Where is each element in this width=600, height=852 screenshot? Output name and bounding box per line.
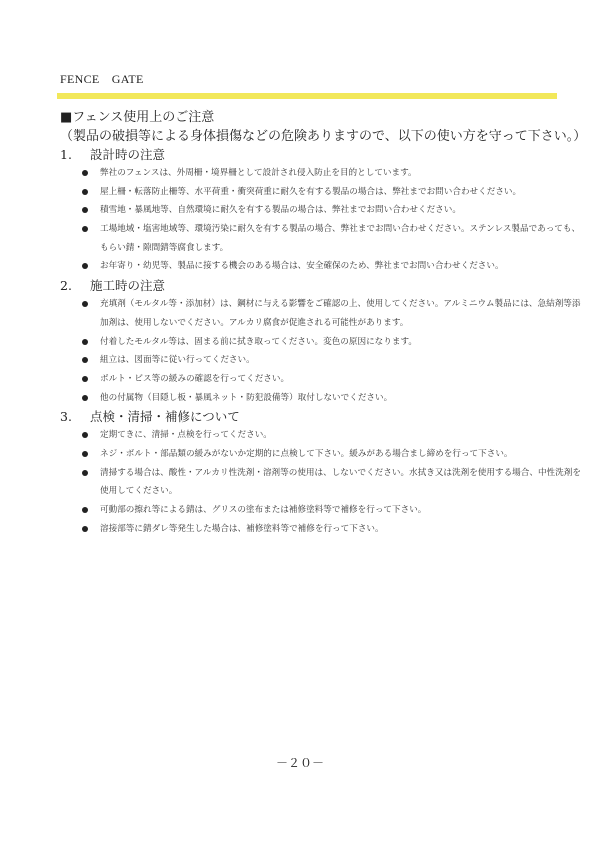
bullet-icon xyxy=(82,376,88,382)
list-item xyxy=(60,295,581,332)
document-title: FENCE GATE xyxy=(60,72,144,86)
list-item-text: 付着したモルタル等は、固まる前に拭き取ってください。変色の原因になります。 xyxy=(100,336,417,347)
bullet-icon xyxy=(82,432,88,438)
list-item-text: ボルト・ビス等の緩みの確認を行ってください。 xyxy=(100,373,290,384)
section-heading: ■フェンス使用上のご注意 xyxy=(60,110,215,125)
bullet-icon xyxy=(82,507,88,513)
list-item-text: 他の付属物（目隠し板・暴風ネット・防犯設備等）取付しないでください。 xyxy=(100,392,393,403)
warning-subheading: （製品の破損等による身体損傷などの危険ありますので、以下の使い方を守って下さい。） xyxy=(60,129,587,144)
list-item-text: 弊社のフェンスは、外周柵・境界柵として設計され侵入防止を目的としています。 xyxy=(100,168,417,178)
section-title-text: 設計時の注意 xyxy=(90,147,166,162)
list-item-text: 屋上柵・転落防止柵等、水平荷重・衝突荷重に耐久を有する製品の場合は、弊社までお問い合わせください。 xyxy=(100,186,522,197)
list-item xyxy=(60,520,560,539)
list-item-text: ネジ・ボルト・部品類の緩みがないか定期的に点検して下さい。緩みがある場合まし締めを行って下さい。 xyxy=(100,448,513,459)
list-item-text: 使用してください。 xyxy=(100,486,178,497)
list-item-text: もらい錆・隙間錆等腐食します。 xyxy=(100,242,229,253)
list-item-text: 清掃する場合は、酸性・アルカリ性洗剤・溶剤等の使用は、しないでください。水拭き又は洗剤を使用する場合、中性洗剤を xyxy=(100,467,581,478)
section-title xyxy=(60,407,560,426)
list-item xyxy=(60,445,560,464)
list-item-text: お年寄り・幼児等、製品に接する機会のある場合は、安全確保のため、弊社までお問い合わせください。 xyxy=(100,261,504,272)
bullet-icon xyxy=(82,189,88,195)
list-item xyxy=(60,220,581,257)
bullet-icon xyxy=(82,301,88,307)
bullet-icon xyxy=(82,339,88,345)
section-title xyxy=(60,145,560,164)
list-item xyxy=(60,464,581,501)
list-item-text: 可動部の擦れ等による錆は、グリスの塗布または補修塗料等で補修を行って下さい。 xyxy=(100,505,427,515)
list-item xyxy=(60,164,560,183)
list-item xyxy=(60,183,560,202)
list-item xyxy=(60,501,560,520)
list-item xyxy=(60,389,560,408)
list-item-text: 加剤は、使用しないでください。アルカリ腐食が促進される可能性があります。 xyxy=(100,317,409,328)
bullet-icon xyxy=(82,170,88,176)
bullet-icon xyxy=(82,357,88,363)
list-item xyxy=(60,426,560,445)
list-item-text: 積雪地・暴風地等、自然環境に耐久を有する製品の場合は、弊社までお問い合わせください。 xyxy=(100,205,461,216)
list-item-text: 組立は、図面等に従い行ってください。 xyxy=(100,355,255,366)
bullet-icon xyxy=(82,526,88,532)
list-item xyxy=(60,370,560,389)
list-item-text: 定期てきに、清掃・点検を行ってください。 xyxy=(100,430,272,441)
bullet-icon xyxy=(82,470,88,476)
list-item-text: 充填剤（モルタル等・添加材）は、鋼材に与える影響をご確認の上、使用してください。アルミニウム製品には、急結剤等添 xyxy=(100,299,581,310)
page-number: －２０－ xyxy=(275,756,324,770)
list-item-text: 工場地域・塩害地域等、環境汚染に耐久を有する製品の場合、弊社までお問い合わせください。ステンレス製品であっても、 xyxy=(100,224,581,235)
list-item-text: 溶接部等に錆ダレ等発生した場合は、補修塗料等で補修を行って下さい。 xyxy=(100,523,384,534)
yellow-divider xyxy=(57,93,557,99)
list-item xyxy=(60,201,560,220)
caution-list xyxy=(60,145,581,538)
section-number: 2. xyxy=(60,278,72,294)
list-item xyxy=(60,257,560,276)
section-number: 1. xyxy=(60,147,72,162)
bullet-icon xyxy=(82,226,88,232)
list-item xyxy=(60,333,560,352)
bullet-icon xyxy=(82,207,88,213)
bullet-icon xyxy=(82,395,88,401)
section-number: 3. xyxy=(60,409,72,425)
section-title-text: 施工時の注意 xyxy=(90,278,166,294)
bullet-icon xyxy=(82,451,88,457)
list-item xyxy=(60,351,560,370)
bullet-icon xyxy=(82,263,88,269)
section-title-text: 点検・清掃・補修について xyxy=(90,409,240,425)
section-title xyxy=(60,276,560,295)
